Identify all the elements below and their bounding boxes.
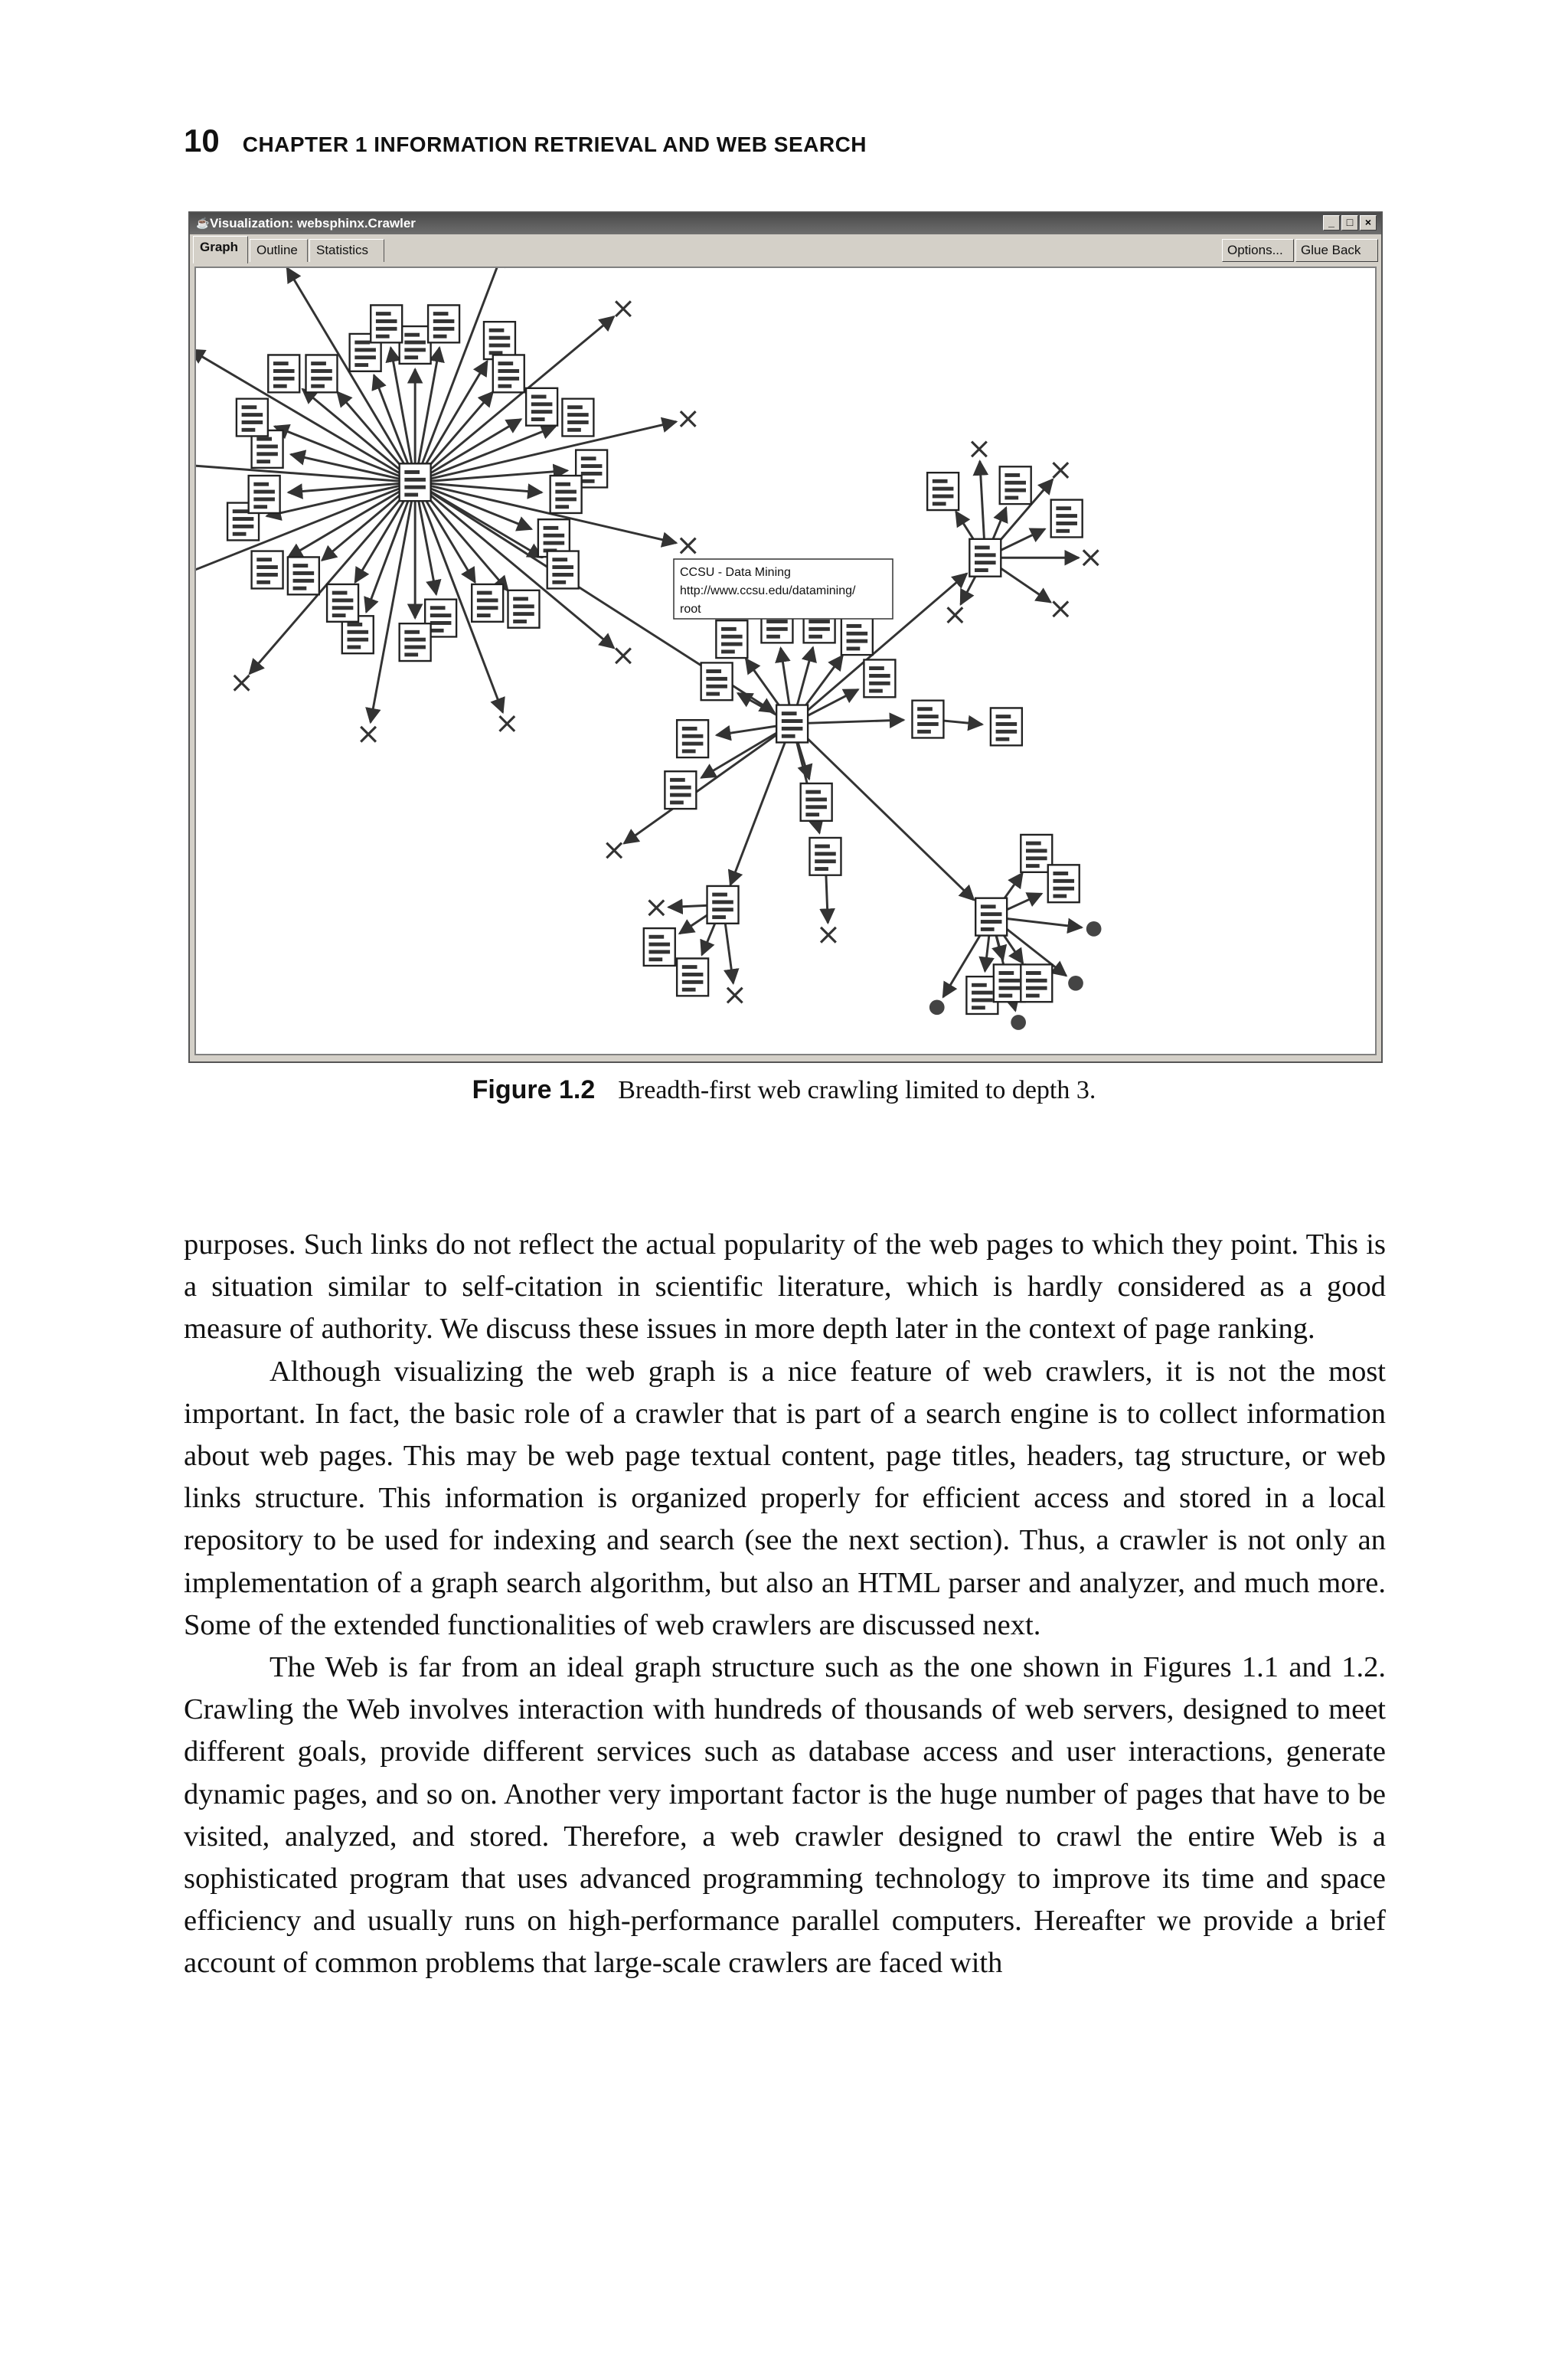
page-node-icon <box>975 898 1007 935</box>
page-node-icon <box>251 551 283 588</box>
window-controls <box>1323 215 1377 231</box>
failed-link-icon <box>972 442 987 457</box>
figure-label: Figure 1.2 <box>472 1075 596 1104</box>
graph-edge <box>196 462 415 482</box>
java-cup-icon: ☕ <box>196 217 210 229</box>
page-node-icon <box>508 590 539 628</box>
figure-caption <box>0 1075 1568 1105</box>
page-node-icon <box>526 388 557 426</box>
failed-link-icon <box>727 988 743 1003</box>
external-link-icon <box>1068 976 1083 991</box>
page-node-icon <box>237 398 268 436</box>
page-node-icon <box>841 617 873 655</box>
failed-link-icon <box>948 607 963 623</box>
external-link-icon <box>1011 1015 1026 1030</box>
tab-graph[interactable]: Graph <box>193 236 248 263</box>
graph-edge <box>792 720 904 724</box>
tab-statistics[interactable]: Statistics <box>309 239 384 262</box>
tab-bar <box>190 236 1381 265</box>
page-node-icon <box>1021 964 1052 1002</box>
page-node-icon <box>371 305 402 342</box>
paragraph-1: purposes. Such links do not reflect the actual popularity of the web pages to which they point. This is a situation similar to self-citation in scientific literature, which is hardly considered as a good measure of authority. We discuss these issues in more depth later in the context of page ranking. <box>184 1228 1386 1346</box>
failed-link-icon <box>616 301 631 316</box>
failed-link-icon <box>234 675 250 691</box>
page-node-icon <box>800 783 831 821</box>
external-link-icon <box>1086 921 1102 937</box>
page-node-icon <box>809 838 841 875</box>
page-node-icon <box>484 322 515 359</box>
page-node-icon <box>562 398 593 436</box>
graph-edge <box>288 482 415 558</box>
page-node-icon <box>927 473 959 510</box>
tooltip-title: CCSU - Data Mining <box>680 566 791 579</box>
page-node-icon <box>864 659 895 697</box>
page-node-icon <box>305 355 337 392</box>
failed-link-icon <box>616 648 631 663</box>
glue-back-button[interactable]: Glue Back <box>1295 239 1378 262</box>
failed-link-icon <box>1083 550 1099 565</box>
maximize-button[interactable]: □ <box>1341 215 1358 231</box>
page-number: 10 <box>184 123 220 159</box>
page-node-icon <box>677 720 708 757</box>
page-node-icon <box>550 476 581 513</box>
graph-edge <box>415 482 542 558</box>
page-node-icon <box>327 584 358 622</box>
node-tooltip <box>674 559 893 619</box>
page-node-icon <box>677 958 708 996</box>
failed-link-icon <box>648 900 664 915</box>
graph-edge <box>730 724 792 885</box>
page-node-icon <box>991 708 1022 745</box>
page-node-icon <box>288 557 319 594</box>
tooltip-url: http://www.ccsu.edu/datamining/ <box>680 584 856 597</box>
failed-link-icon <box>499 716 514 731</box>
page-node-icon <box>1000 466 1031 504</box>
paragraph-2: Although visualizing the web graph is a nice feature of web crawlers, it is not the most important. In fact, the basic role of a crawler that is part of a search engine is to collect information about web pages. This may be web page textual content, page titles, headers, tag structure, or web links structure. This information is organized properly for efficient access and stored in a local repository to be used for indexing and search (see the next section). Thus, a crawler is not only an implementation of a graph search algorithm, but also an HTML parser and analyzer, and much more. Some of the extended functionalities of web crawlers are discussed next. <box>184 1355 1386 1641</box>
page-node-icon <box>1048 865 1080 902</box>
options-button[interactable]: Options... <box>1222 239 1294 262</box>
figure-caption-text: Breadth-first web crawling limited to depth 3. <box>618 1076 1096 1104</box>
page-node-icon <box>644 928 675 966</box>
paragraph-3: The Web is far from an ideal graph structure such as the one shown in Figures 1.1 and 1.2. Crawling the Web involves interaction with hundreds of thousands of web servers, designed to meet different goals, provide different services such as database access and user interactions, generate dynamic pages, and so on. Another very important factor is the huge number of pages that have to be visited, analyzed, and stored. Therefore, a web crawler designed to crawl the entire Web is a sophisticated program that uses advanced programming technology to improve its time and space efficiency and usually runs on high-performance parallel computers. Hereafter we provide a brief account of common problems that large-scale crawlers are faced with <box>184 1651 1386 1980</box>
minimize-button[interactable]: _ <box>1323 215 1340 231</box>
page-node-icon <box>701 662 732 700</box>
page-node-icon <box>716 620 747 658</box>
page-node-icon <box>1050 499 1082 537</box>
page-node-icon <box>268 355 299 392</box>
page-node-icon <box>248 476 279 513</box>
window-titlebar[interactable] <box>190 213 1381 234</box>
page-node-icon <box>472 584 503 622</box>
page-node-icon <box>547 551 579 588</box>
failed-link-icon <box>1053 463 1068 478</box>
graph-edge <box>415 268 503 482</box>
page-node-icon <box>493 355 524 392</box>
page-node-icon <box>776 705 808 742</box>
page-node-icon <box>399 623 430 661</box>
failed-link-icon <box>681 538 696 554</box>
running-head-title: CHAPTER 1 INFORMATION RETRIEVAL AND WEB SEARCH <box>242 132 867 156</box>
close-button[interactable]: × <box>1360 215 1377 231</box>
page-node-icon <box>399 463 430 501</box>
crawl-graph <box>196 268 1375 1054</box>
page-node-icon <box>969 539 1001 577</box>
failed-link-icon <box>681 411 696 427</box>
failed-link-icon <box>361 727 376 742</box>
failed-link-icon <box>821 927 836 943</box>
page-node-icon <box>665 771 696 809</box>
running-header <box>184 123 867 161</box>
tab-outline[interactable]: Outline <box>250 239 308 262</box>
graph-canvas[interactable] <box>194 267 1377 1055</box>
external-link-icon <box>929 999 945 1015</box>
window-title: Visualization: websphinx.Crawler <box>210 216 416 231</box>
body-text <box>184 1224 1386 1985</box>
failed-link-icon <box>606 843 622 859</box>
page-node-icon <box>912 700 943 738</box>
page-node-icon <box>428 305 459 342</box>
failed-link-icon <box>1053 601 1068 617</box>
tooltip-root-label: root <box>680 603 701 616</box>
page-node-icon <box>707 886 738 924</box>
page-node-icon <box>399 326 430 364</box>
crawler-screenshot-figure <box>188 211 1383 1063</box>
